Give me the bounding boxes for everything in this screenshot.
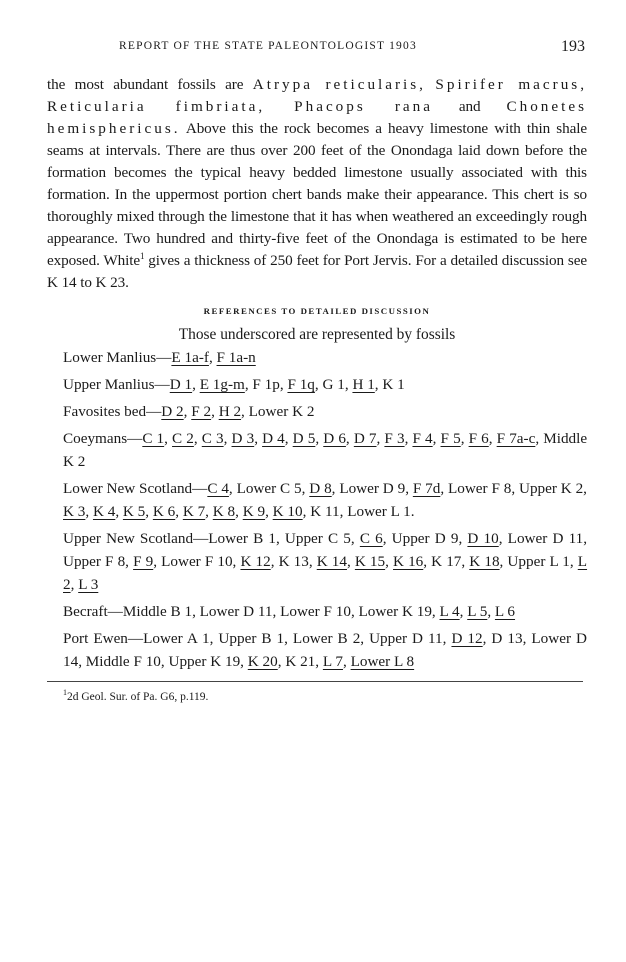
fossil-locality: K 8 bbox=[212, 503, 236, 520]
locality-text: Lower B 1, Upper C 5, bbox=[208, 530, 360, 547]
locality-text: , Lower C 5, bbox=[228, 480, 310, 497]
locality-text: , bbox=[192, 376, 200, 393]
fossil-locality: F 3 bbox=[384, 430, 405, 447]
fossil-locality: F 9 bbox=[133, 553, 154, 570]
fossil-locality: K 9 bbox=[242, 503, 266, 520]
text-run: Above this the rock becomes a heavy limestone with thin shale seams at intervals. There are thus over 200 feet of the Onondaga laid down before the formation becomes the typical heavy bedded limestone usually associated with this formation. In the uppermost portion chert bands make their appearance. This chert is so thoroughly mixed through the limestone that it has when weathered an exceedingly rough appearance. Two hundred and thirty-five feet of the Onondaga is estimated to be here exposed. White bbox=[47, 120, 587, 269]
references-heading: REFERENCES TO DETAILED DISCUSSION bbox=[203, 306, 431, 316]
locality-text: , Upper L 1, bbox=[499, 553, 578, 570]
locality-text: , bbox=[487, 603, 495, 620]
reference-entry-text bbox=[47, 427, 587, 473]
page bbox=[47, 38, 587, 703]
formation-name: Upper New Scotland— bbox=[63, 530, 209, 547]
locality-text: , K 21, bbox=[277, 653, 323, 670]
locality-text: , F 1p, bbox=[244, 376, 288, 393]
running-title: REPORT OF THE STATE PALEONTOLOGIST 1903 bbox=[119, 40, 417, 52]
fossil-locality: K 18 bbox=[469, 553, 500, 570]
locality-text: , Lower K 2 bbox=[241, 403, 315, 420]
locality-text: , bbox=[345, 430, 354, 447]
formation-name: Favosites bed— bbox=[63, 403, 162, 420]
locality-text: , Middle K 2 bbox=[63, 430, 588, 470]
footnote-mark: 1 bbox=[63, 688, 67, 697]
locality-text: , bbox=[459, 603, 468, 620]
reference-entry bbox=[47, 425, 587, 475]
locality-text: , bbox=[70, 576, 79, 593]
fossil-locality: L 4 bbox=[439, 603, 460, 620]
fossil-locality: C 1 bbox=[142, 430, 165, 447]
fossil-locality: F 2 bbox=[191, 403, 212, 420]
fossil-locality: D 7 bbox=[353, 430, 377, 447]
fossil-locality: D 10 bbox=[467, 530, 499, 547]
fossil-locality: L 6 bbox=[494, 603, 516, 620]
locality-text: , bbox=[254, 430, 263, 447]
reference-entry bbox=[47, 344, 587, 371]
fossil-locality: K 15 bbox=[354, 553, 386, 570]
locality-text: , bbox=[404, 430, 413, 447]
locality-text: Middle B 1, Lower D 11, Lower F 10, Lower K 19, bbox=[122, 603, 440, 620]
locality-text: , bbox=[342, 653, 351, 670]
footnote bbox=[47, 688, 587, 703]
locality-text: , bbox=[460, 430, 469, 447]
locality-text: , bbox=[284, 430, 293, 447]
fossil-locality: D 12 bbox=[451, 630, 483, 647]
fossil-locality: Lower L 8 bbox=[350, 653, 415, 670]
fossil-locality: L 5 bbox=[467, 603, 488, 620]
locality-text: , bbox=[385, 553, 394, 570]
formation-name: Coeymans— bbox=[63, 430, 143, 447]
fossil-locality: D 5 bbox=[292, 430, 316, 447]
fossil-locality: D 2 bbox=[161, 403, 184, 420]
locality-text: Lower A 1, Upper B 1, Lower B 2, Upper D 11, bbox=[143, 630, 452, 647]
fossil-locality: L 7 bbox=[322, 653, 343, 670]
formation-name: Upper Manlius— bbox=[63, 376, 170, 393]
locality-text: , D 13, Lower D 14, Middle F 10, Upper K 19, bbox=[63, 630, 588, 670]
fossil-locality: D 3 bbox=[231, 430, 255, 447]
locality-text: , K 11, Lower L 1. bbox=[302, 503, 415, 520]
locality-text: , Lower F 10, bbox=[153, 553, 241, 570]
text-run: and bbox=[432, 98, 507, 115]
reference-entry bbox=[47, 475, 587, 525]
fossil-locality: E 1a-f bbox=[171, 349, 209, 366]
fossil-locality: D 6 bbox=[323, 430, 346, 447]
body-paragraph bbox=[47, 74, 587, 294]
locality-text: , bbox=[115, 503, 123, 520]
formation-name: Lower New Scotland— bbox=[63, 480, 208, 497]
fossil-locality: K 16 bbox=[393, 553, 424, 570]
locality-text: , bbox=[85, 503, 93, 520]
fossil-locality: K 12 bbox=[240, 553, 271, 570]
text-run: gives a thickness of 250 feet for Port Jervis. For a detailed discussion see K 14 to K 23. bbox=[47, 252, 587, 291]
formation-name: Port Ewen— bbox=[63, 630, 144, 647]
fossil-locality: L 3 bbox=[78, 576, 99, 593]
fossil-locality: D 4 bbox=[262, 430, 285, 447]
fossil-locality: D 8 bbox=[309, 480, 332, 497]
page-number: 193 bbox=[561, 38, 585, 55]
reference-entry-text bbox=[47, 477, 587, 523]
fossil-locality: F 1q bbox=[287, 376, 315, 393]
taxon-name: Spirifer macrus, Reticularia fimbriata, Phacops rana bbox=[47, 76, 587, 115]
locality-text: , K 17, bbox=[423, 553, 470, 570]
reference-entry-text bbox=[47, 373, 587, 396]
locality-text: , Upper D 9, bbox=[382, 530, 468, 547]
formation-name: Becraft— bbox=[63, 603, 123, 620]
fossil-locality: C 2 bbox=[172, 430, 194, 447]
reference-entry bbox=[47, 398, 587, 425]
locality-text: , bbox=[211, 403, 219, 420]
reference-entry-text bbox=[47, 346, 587, 369]
locality-text: , bbox=[193, 430, 202, 447]
locality-text: , bbox=[346, 553, 355, 570]
fossil-locality: K 7 bbox=[182, 503, 206, 520]
locality-text: , bbox=[183, 403, 192, 420]
fossil-locality: F 4 bbox=[412, 430, 433, 447]
reference-entry-text bbox=[47, 527, 587, 596]
locality-text: , Lower F 8, Upper K 2, bbox=[440, 480, 587, 497]
taxon-name: Chonetes hemisphericus. bbox=[47, 98, 587, 137]
references-list bbox=[47, 344, 587, 675]
fossil-locality: F 1a-n bbox=[216, 349, 256, 366]
fossil-locality: K 5 bbox=[122, 503, 146, 520]
locality-text: , K 13, bbox=[270, 553, 317, 570]
fossil-locality: K 6 bbox=[152, 503, 176, 520]
locality-text: , K 1 bbox=[374, 376, 405, 393]
reference-entry bbox=[47, 598, 587, 625]
reference-entry bbox=[47, 371, 587, 398]
fossil-locality: F 7a-c bbox=[496, 430, 536, 447]
locality-text: , bbox=[315, 430, 324, 447]
footnote-ref: 1 bbox=[140, 250, 145, 261]
fossil-locality: H 1 bbox=[352, 376, 375, 393]
fossil-locality: F 5 bbox=[440, 430, 461, 447]
running-header bbox=[47, 38, 587, 58]
fossil-locality: D 1 bbox=[169, 376, 193, 393]
locality-text: , bbox=[432, 430, 441, 447]
reference-entry bbox=[47, 625, 587, 675]
locality-text: , bbox=[145, 503, 153, 520]
reference-entry bbox=[47, 525, 587, 598]
locality-text: , Lower D 9, bbox=[331, 480, 413, 497]
formation-name: Lower Manlius— bbox=[63, 349, 172, 366]
locality-text: , G 1, bbox=[314, 376, 353, 393]
fossil-locality: C 4 bbox=[207, 480, 229, 497]
locality-text: , bbox=[265, 503, 273, 520]
reference-entry-text bbox=[47, 400, 587, 423]
taxon-name: Atrypa reticularis, bbox=[252, 76, 426, 93]
fossil-locality: K 20 bbox=[247, 653, 278, 670]
references-subheading: Those underscored are represented by fossils bbox=[178, 326, 456, 343]
footnote-text: 2d Geol. Sur. of Pa. G6, p.119. bbox=[67, 690, 209, 703]
fossil-locality: F 6 bbox=[468, 430, 489, 447]
fossil-locality: K 10 bbox=[272, 503, 303, 520]
locality-text: , bbox=[208, 349, 217, 366]
locality-text: , bbox=[235, 503, 243, 520]
reference-entry-text bbox=[47, 627, 587, 673]
fossil-locality: F 7d bbox=[412, 480, 441, 497]
locality-text: , bbox=[376, 430, 385, 447]
locality-text: , bbox=[164, 430, 173, 447]
fossil-locality: K 4 bbox=[92, 503, 116, 520]
fossil-locality: H 2 bbox=[218, 403, 242, 420]
fossil-locality: C 6 bbox=[359, 530, 383, 547]
fossil-locality: K 14 bbox=[316, 553, 347, 570]
locality-text: , bbox=[223, 430, 232, 447]
locality-text: , bbox=[205, 503, 213, 520]
reference-entry-text bbox=[47, 600, 587, 623]
text-run: the most abundant fossils are bbox=[47, 76, 253, 93]
fossil-locality: E 1g-m bbox=[199, 376, 245, 393]
fossil-locality: K 3 bbox=[63, 503, 86, 520]
fossil-locality: L 2 bbox=[63, 553, 588, 593]
locality-text: , Lower D 11, Upper F 8, bbox=[63, 530, 588, 570]
fossil-locality: C 3 bbox=[201, 430, 224, 447]
footnote-rule bbox=[47, 681, 583, 682]
locality-text: , bbox=[175, 503, 183, 520]
locality-text: , bbox=[488, 430, 497, 447]
